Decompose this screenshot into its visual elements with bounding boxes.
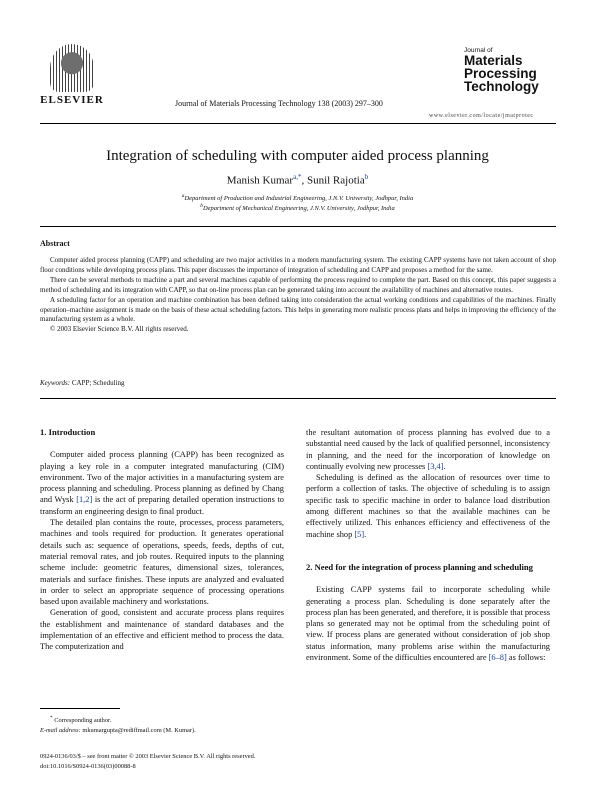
author-name: Sunil Rajotia: [306, 174, 365, 187]
author-name: Manish Kumar: [226, 174, 294, 187]
paragraph-text: Existing CAPP systems fail to incorporate scheduling while generating a process plan. Scheduling is done separately after the process plan has been generated, and therefore, it is possible that process plans so generated may not be optimal from the scheduling point of view. If process plans are generated without consideration of job shop status information, many problems arise within the manufacturing environment. Some of the difficulties encountered are: [306, 585, 550, 663]
section-heading: 1. Introduction: [40, 427, 96, 437]
footnote-mark: *: [50, 715, 53, 721]
keywords-divider: [40, 398, 556, 399]
author-affil-mark[interactable]: b: [364, 173, 369, 181]
paragraph-text: Scheduling is defined as the allocation of resources over time to perform a collection of tasks. The objective of scheduling is to assign specific task to specific machine in order to balance load distribution among different machines so that the available machines can be effectively utilized. This enhances efficiency and effectiveness of the machine shop: [306, 473, 550, 539]
email-label: E-mail address:: [40, 727, 81, 734]
elsevier-logo: [40, 44, 104, 110]
keywords: [40, 379, 125, 387]
journal-url[interactable]: www.elsevier.com/locate/jmatprotec: [429, 113, 534, 119]
abstract-heading: Abstract: [40, 239, 70, 248]
abstract-paragraph: Computer aided process planning (CAPP) and scheduling are two major activities in a modern manufacturing system. The existing CAPP systems have not taken account of shop floor conditions while developing process plans. This paper discusses the importance of integration of scheduling and CAPP and proposes a method for the same.: [40, 256, 556, 274]
affil-text: Department of Production and Industrial Engineering, J.N.V. University, Jodhpur, India: [184, 195, 414, 203]
publisher-name: ELSEVIER: [40, 94, 104, 106]
left-column: [40, 427, 284, 653]
body-paragraph: [306, 427, 550, 472]
email-address[interactable]: mkumargupta@rediffmail.com (M. Kumar).: [82, 727, 196, 734]
elsevier-tree-icon: [50, 44, 94, 92]
corresponding-note: [50, 715, 111, 724]
body-paragraph: [306, 584, 550, 663]
paper-title: Integration of scheduling with computer aided process planning: [106, 148, 489, 164]
paragraph-text: Computer aided process planning (CAPP) has been recognized as playing a key role in a computer integrated manufacturing (CIM) environment. Two of the major activities in a manufacturing system are process planning and scheduling. Process planning as defined by Chang and Wysk: [40, 450, 284, 505]
footnote-text: Corresponding author.: [54, 717, 112, 725]
affil-mark: b: [200, 203, 203, 209]
abstract-paragraph: There can be several methods to machine a part and several machines capable of performing the process required to complete the part. Based on this concept, this paper suggests a method of scheduling and its integration with CAPP, so that on-line process plan can be generated taking into account the availability of machines and alternative routes.: [40, 275, 556, 294]
author-list: [0, 173, 595, 187]
journal-logo-line: Processing: [464, 66, 537, 81]
author-affil-mark[interactable]: a,*: [293, 173, 302, 181]
paragraph-text: as follows:: [508, 653, 546, 663]
paragraph-text: .: [364, 529, 367, 539]
affil-mark: a: [181, 193, 185, 199]
body-paragraph: The detailed plan contains the route, processes, process parameters, machines and tools required for production. It generates operational details such as: sequence of operations, speeds, feeds, depths of cut, material removal rates, and job routes. Required inputs to the planning scheme include: geometric features, dimensional sizes, tolerances, materials and surface finishes. These inputs are analyzed and evaluated in order to select an appropriate sequence of processing operations based upon available machinery and workstations.: [40, 518, 284, 607]
affiliation-a: [0, 193, 595, 202]
keywords-label: Keywords:: [40, 379, 71, 387]
abstract-body: [40, 256, 556, 335]
journal-logo-line: Materials: [464, 53, 523, 68]
section-heading: 2. Need for the integration of process planning and scheduling: [306, 561, 533, 572]
affiliation-b: [0, 203, 595, 212]
paragraph-text: .: [443, 461, 446, 471]
footnote-divider: [40, 708, 120, 709]
email-note: [40, 727, 196, 734]
journal-logo-of: Journal of: [464, 47, 493, 54]
paragraph-text: is the act of preparing detailed operation instructions to transform an engineering design to final product.: [40, 495, 284, 516]
citation-link[interactable]: [1,2]: [76, 495, 93, 505]
citation-link[interactable]: [3,4]: [427, 461, 444, 471]
journal-logo: [464, 47, 550, 93]
right-column: [306, 427, 550, 663]
citation-link[interactable]: [6–8]: [488, 653, 507, 663]
body-paragraph: Generation of good, consistent and accurate process plans requires the establishment and maintenance of standard databases and the implementation of an effective and efficient method to process the data. The computerization and: [40, 608, 284, 652]
copyright-line: © 2003 Elsevier Science B.V. All rights reserved.: [50, 325, 189, 334]
paragraph-text: the resultant automation of process planning has evolved due to a substantial need caused by the lack of qualified personnel, inconsistency in planning, and the need for the incorporation of knowledge on continually evolving new processes: [306, 428, 550, 471]
affil-text: Department of Mechanical Engineering, J.N.V. University, Jodhpur, India: [202, 205, 395, 213]
abstract-paragraph: A scheduling factor for an operation and machine combination has been defined taking into consideration the actual working conditions and capabilities of the machines. Finally operation–machine assignment is made on the basis of these actual scheduling factors. This helps in generating more realistic process plans and helps in improving the efficiency of the manufacturing system as a whole.: [40, 295, 556, 324]
header-divider: [40, 123, 556, 124]
journal-logo-line: Technology: [464, 79, 539, 94]
journal-citation: Journal of Materials Processing Technology 138 (2003) 297–300: [175, 99, 383, 108]
doi-line[interactable]: doi:10.1016/S0924-0136(03)00088-8: [40, 763, 136, 770]
author-separator: ,: [301, 174, 307, 187]
body-paragraph: [306, 472, 550, 540]
abstract-divider: [40, 226, 556, 227]
citation-link[interactable]: [5]: [354, 529, 365, 539]
body-paragraph: [40, 449, 284, 517]
keywords-text: CAPP; Scheduling: [71, 379, 125, 387]
issn-line: 0924-0136/03/$ – see front matter © 2003 Elsevier Science B.V. All rights reserved.: [40, 753, 256, 760]
